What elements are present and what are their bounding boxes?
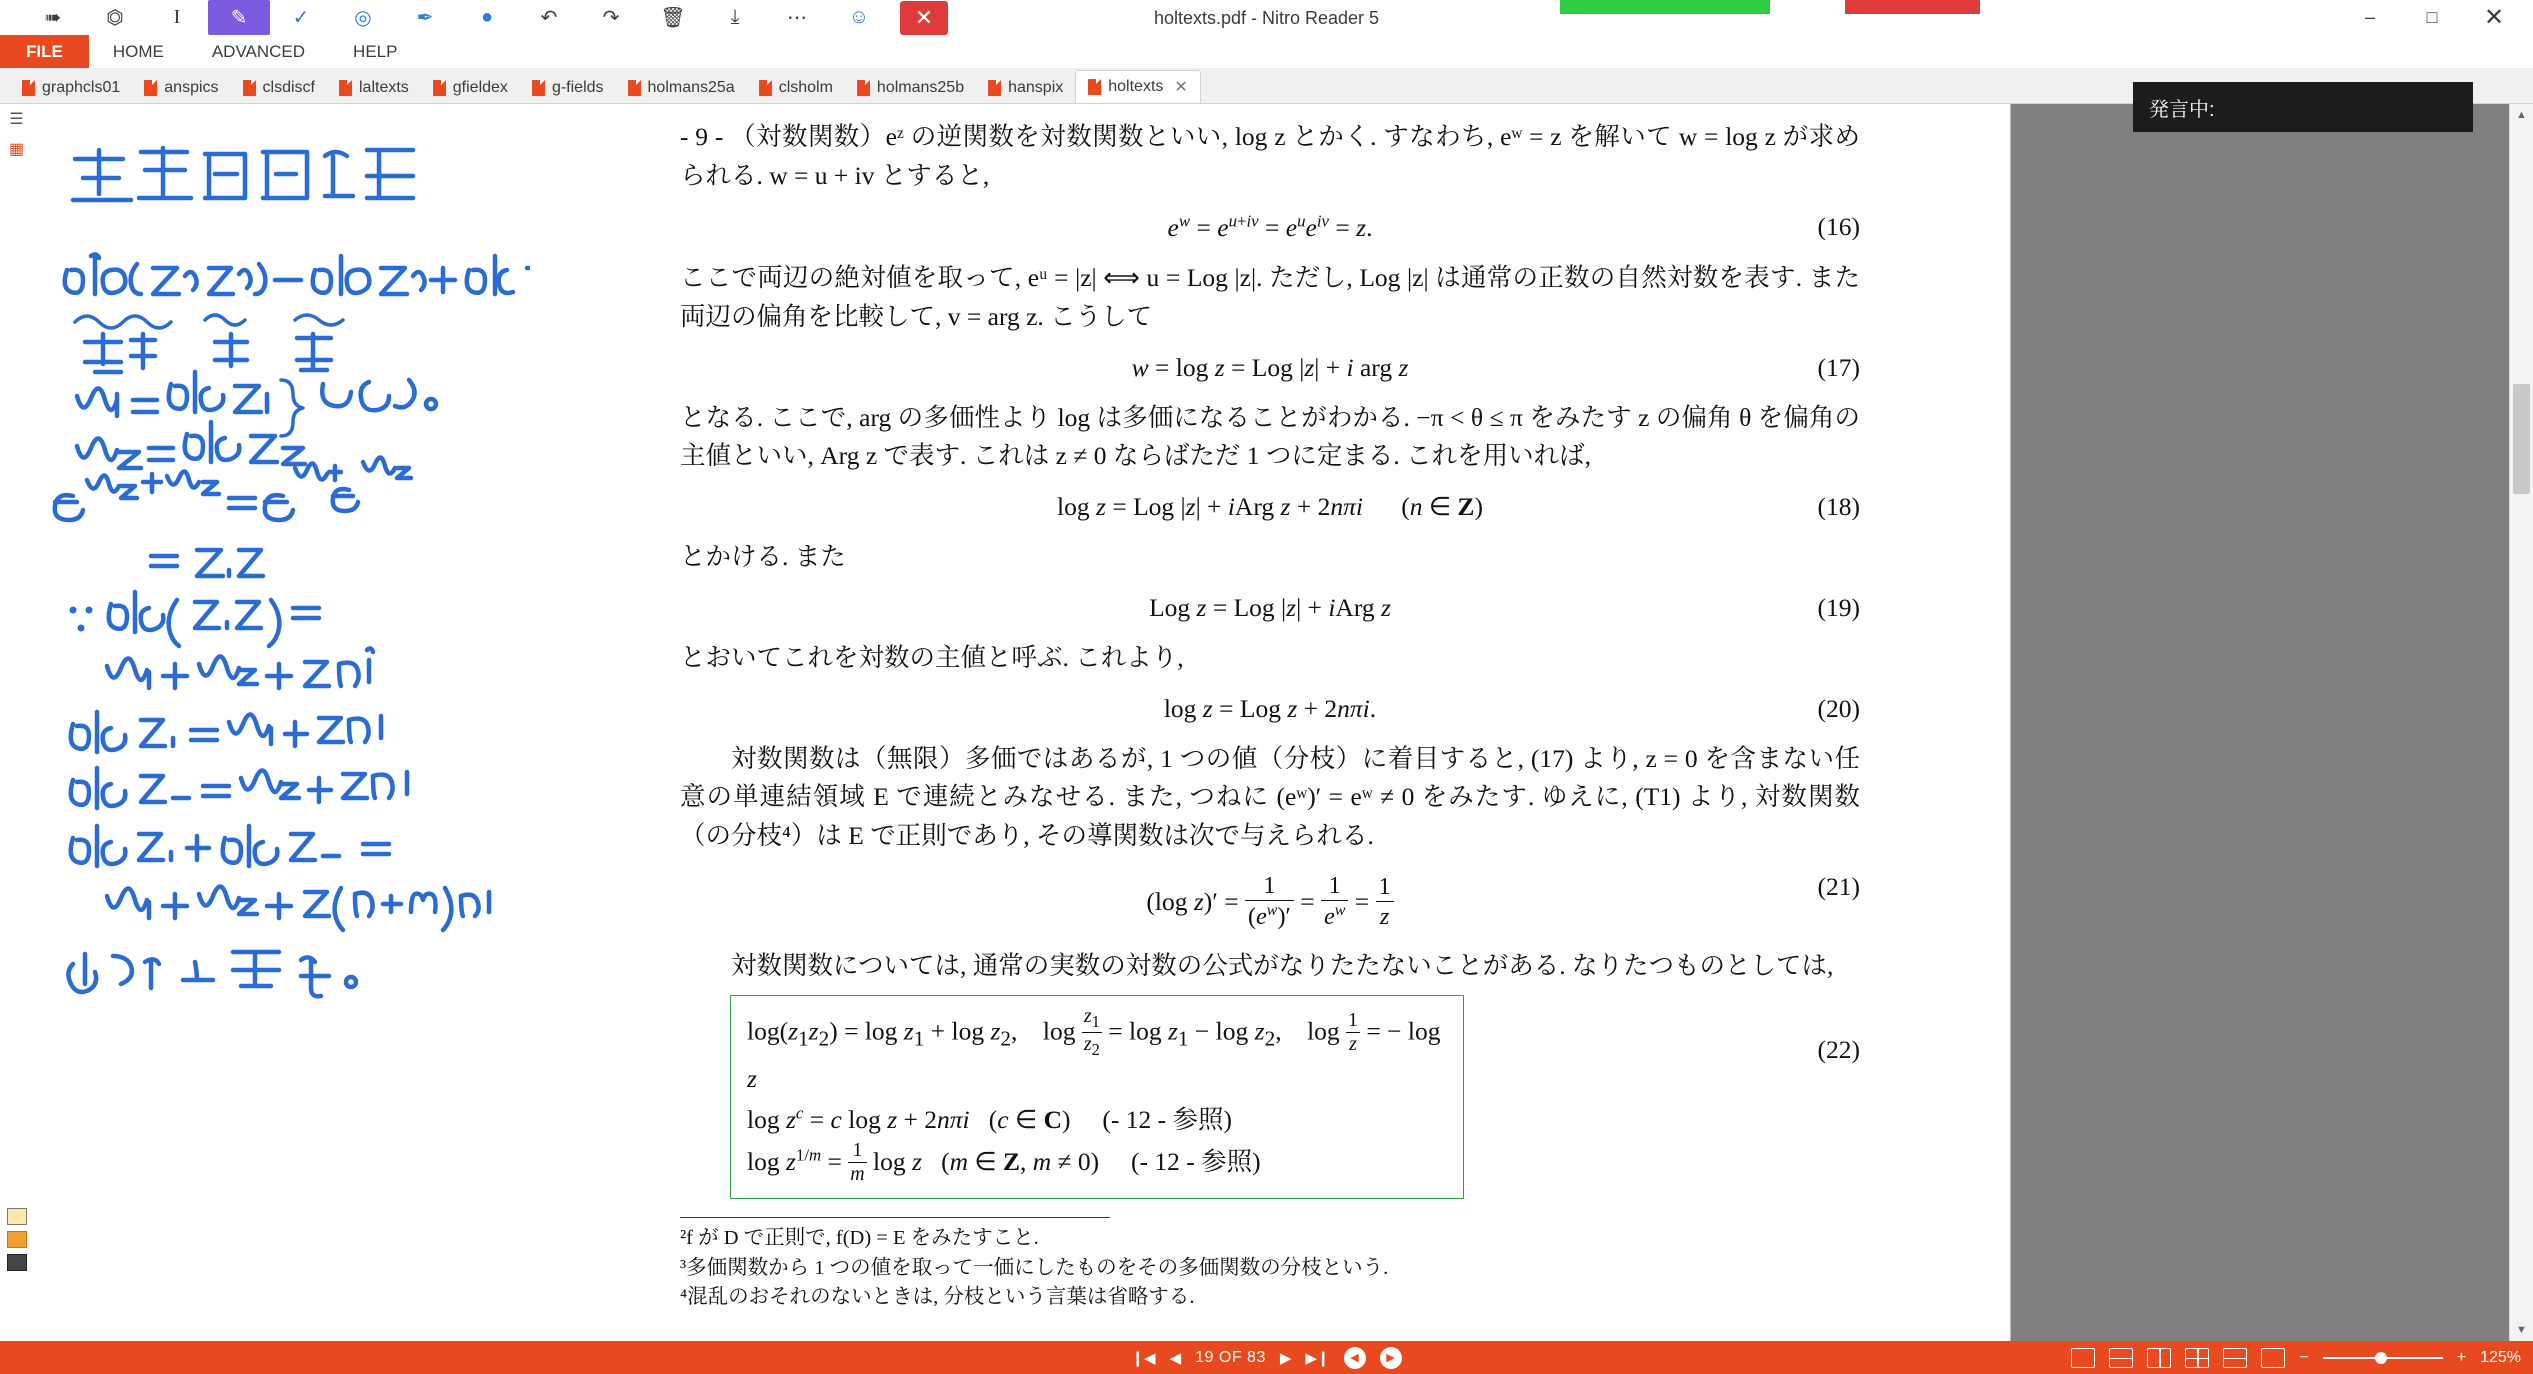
tab-label: graphcls01 <box>42 79 121 96</box>
page-indicator[interactable]: 19 OF 83 <box>1195 1348 1266 1366</box>
paragraph-7: 対数関数については, 通常の実数の対数の公式がなりたたないことがある. なりたつものとしては, <box>731 950 1834 980</box>
text-cursor-icon[interactable]: I <box>173 6 181 28</box>
tab-g-fields[interactable] <box>520 73 616 103</box>
last-page-button[interactable]: ▶❙ <box>1305 1349 1330 1367</box>
tab-label: g-fields <box>551 79 604 96</box>
pdf-file-icon <box>1088 79 1101 95</box>
menu-file[interactable]: FILE <box>0 35 89 68</box>
tab-graphcls01[interactable] <box>10 73 132 103</box>
continuous-icon[interactable] <box>2109 1348 2133 1368</box>
delete-icon[interactable]: 🗑 <box>660 7 686 29</box>
tab-close-icon[interactable]: ✕ <box>1174 78 1188 96</box>
pan-hand-icon[interactable]: ⏣ <box>106 7 124 29</box>
rail-bottom-group <box>0 1202 33 1277</box>
pdf-file-icon <box>628 80 641 96</box>
minimize-button[interactable]: – <box>2364 7 2375 27</box>
pdf-file-icon <box>988 80 1001 96</box>
equation-21-body: (log z)′ = $\frac{1}{(e^w)'}$ = $\frac{1}{e^w}$ = $\frac{1}{z}$ <box>1146 887 1393 916</box>
tab-clsholm[interactable] <box>747 73 845 103</box>
equation-16-number: (16) <box>1817 211 1860 241</box>
pdf-file-icon <box>22 80 35 96</box>
zoom-out-button[interactable]: − <box>2299 1348 2309 1366</box>
equation-19-body: Log z = Log |z| + iArg z <box>1149 592 1391 622</box>
zoom-level-label[interactable]: 125% <box>2480 1348 2521 1366</box>
pdf-file-icon <box>759 80 772 96</box>
tab-anspics[interactable] <box>132 73 230 103</box>
toolbar-close-button[interactable]: ✕ <box>900 1 948 35</box>
zoom-in-button[interactable]: + <box>2456 1348 2467 1366</box>
tab-label: holtexts <box>1108 77 1164 95</box>
bookmarks-panel-icon[interactable]: ▦ <box>8 141 25 158</box>
equation-21 <box>680 872 1860 931</box>
forward-navigation-icon[interactable]: ▶ <box>1380 1347 1402 1369</box>
pen-icon[interactable]: ✎ <box>208 0 270 35</box>
footnote-4: ⁴混乱のおそれのないときは, 分枝という言葉は省略する. <box>680 1286 1195 1309</box>
boxed-line-3: $\log z^{1/m}$ = $\frac{1}{m}$ log z (m ∈ Z, m ≠ 0) (- 12 - 参照) <box>747 1139 1261 1186</box>
speaking-indicator <box>2133 82 2473 132</box>
equation-17-number: (17) <box>1817 352 1860 382</box>
equation-19 <box>680 593 1860 623</box>
stamp-icon[interactable]: ◎ <box>354 7 372 29</box>
window-controls <box>2339 0 2525 35</box>
footnote-rule <box>680 1217 1110 1218</box>
page-header-label: - 9 - <box>680 122 724 151</box>
pdf-file-icon <box>243 80 256 96</box>
footnote-2: ²f が D で正則で, f(D) = E をみたすこと. <box>680 1227 1039 1250</box>
green-status-overlay <box>1560 0 1770 14</box>
two-page-icon[interactable] <box>2147 1348 2171 1368</box>
paragraph-1 <box>680 118 1860 196</box>
paragraph-5: とおいてこれを対数の主値と呼ぶ. これより, <box>680 642 1184 672</box>
tab-label: anspics <box>164 79 219 96</box>
menu-bar <box>0 35 2533 68</box>
ink-strokes <box>33 104 530 1341</box>
more-options-icon[interactable]: ⋯ <box>787 7 807 29</box>
close-button[interactable]: ✕ <box>2483 4 2505 31</box>
footnote-3: ³多価関数から 1 つの値を取って一価にしたものをその多価関数の分枝という. <box>680 1256 1389 1279</box>
menu-home[interactable]: HOME <box>112 41 164 61</box>
grid-icon[interactable] <box>2185 1348 2209 1368</box>
note-color-dark-icon[interactable] <box>7 1254 27 1271</box>
redo-icon[interactable]: ↷ <box>602 7 620 29</box>
paragraph-2: ここで両辺の絶対値を取って, eᵘ = |z| ⟺ u = Log |z|. ただし, Log |z| は通常の正数の自然対数を表す. また両辺の偏角を比較して, v = arg z. こうして <box>680 263 1860 331</box>
tab-laltexts[interactable] <box>327 73 421 103</box>
back-navigation-icon[interactable]: ◀ <box>1344 1347 1366 1369</box>
paragraph-3: となる. ここで, arg の多価性より log は多価になることがわかる. −π < θ ≤ π をみたす z の偏角 θ を偏角の主値といい, Arg z で表す. これは z ≠ 0 ならばただ 1 つに定まる. これを用いれば, <box>680 402 1860 471</box>
tab-label: hanspix <box>1008 79 1064 96</box>
maximize-button[interactable]: □ <box>2426 7 2438 27</box>
scroll-down-icon[interactable]: ▼ <box>2516 1324 2527 1336</box>
equation-17 <box>680 353 1860 383</box>
pdf-file-icon <box>433 80 446 96</box>
equation-18-number: (18) <box>1817 492 1860 521</box>
tab-label: holmans25b <box>876 79 965 96</box>
handwritten-notes-panel[interactable] <box>33 104 530 1341</box>
left-rail <box>0 104 34 1341</box>
boxed-formulas <box>730 995 1464 1199</box>
note-color-yellow-icon[interactable] <box>7 1208 27 1225</box>
select-pointer-icon[interactable]: ➠ <box>44 7 62 29</box>
tab-label: gfieldex <box>452 79 508 96</box>
fit-width-icon[interactable] <box>2223 1348 2247 1368</box>
equation-17-body: w = log z = Log |z| + i arg z <box>1131 352 1409 382</box>
tab-clsdiscf[interactable] <box>231 73 327 103</box>
tab-holtexts[interactable] <box>1075 70 1201 103</box>
pdf-file-icon <box>532 80 545 96</box>
pages-panel-icon[interactable]: ☰ <box>9 111 24 128</box>
window-title: holtexts.pdf - Nitro Reader 5 <box>1153 8 1380 28</box>
tab-label: clsdiscf <box>262 79 315 96</box>
boxed-line-2: $\log z^c = c$ log z + 2nπi (c ∈ C) (- 12 - 参照) <box>747 1103 1232 1134</box>
equation-18-body: log z = Log |z| + iArg z + 2nπi (n ∈ Z) <box>1057 492 1483 521</box>
speaking-label: 発言中: <box>2149 98 2215 121</box>
tab-holmans25a[interactable] <box>616 73 747 103</box>
pdf-viewport[interactable] <box>530 104 2510 1341</box>
pdf-file-icon <box>339 80 352 96</box>
tab-label: holmans25a <box>647 79 735 96</box>
equation-20 <box>680 694 1860 724</box>
equation-22-number: (22) <box>1817 1035 1860 1065</box>
previous-page-button[interactable]: ◀ <box>1169 1349 1182 1367</box>
menu-help[interactable]: HELP <box>353 41 398 61</box>
tab-hanspix[interactable] <box>976 73 1075 103</box>
single-page-icon[interactable] <box>2071 1348 2095 1368</box>
undo-icon[interactable]: ↶ <box>540 7 558 29</box>
fit-page-icon[interactable] <box>2261 1348 2285 1368</box>
account-icon[interactable]: ☺ <box>848 6 870 28</box>
tab-gfieldex[interactable] <box>421 73 520 103</box>
equation-18 <box>680 492 1860 522</box>
scroll-up-icon[interactable]: ▲ <box>2516 109 2527 121</box>
color-swatch-icon[interactable]: ● <box>480 6 494 28</box>
check-icon[interactable]: ✓ <box>292 7 310 29</box>
paragraph-1-text: （対数関数）eᶻ の逆関数を対数関数といい, log z とかく. すなわち, eʷ = z を解いて w = log z が求められる. w = u + iv とすると, <box>680 122 1861 190</box>
pdf-page-content <box>680 118 1860 1313</box>
menu-advanced[interactable]: ADVANCED <box>211 41 306 61</box>
equation-19-number: (19) <box>1817 592 1860 622</box>
next-page-button[interactable]: ▶ <box>1279 1349 1292 1367</box>
zoom-slider[interactable] <box>2323 1357 2443 1359</box>
boxed-line-1: $\log(z_1z_2) = \log z_1 + \log z_2$, log $\frac{z_1}{z_2}$ = $\log z_1 - \log z_2$, log $\frac{1}{z}$ = − log z <box>747 1005 1441 1093</box>
pdf-file-icon <box>857 80 870 96</box>
red-status-overlay <box>1845 0 1980 14</box>
zoom-slider-knob[interactable] <box>2375 1352 2387 1364</box>
tab-holmans25b[interactable] <box>845 73 976 103</box>
pdf-file-icon <box>144 80 157 96</box>
equation-16 <box>680 212 1860 244</box>
tab-label: clsholm <box>778 79 833 96</box>
view-controls <box>2071 1348 2521 1368</box>
note-color-orange-icon[interactable] <box>7 1231 27 1248</box>
status-bar <box>0 1341 2533 1374</box>
annotation-toolbar <box>0 0 2533 36</box>
toolbar-icon-group <box>0 0 948 35</box>
paragraph-6: 対数関数は（無限）多価ではあるが, 1 つの値（分枝）に着目すると, (17) より, z = 0 を含まない任意の単連結領域 E で連続とみなせる. また, つねに (eʷ)′ = eʷ ≠ 0 をみたす. ゆえに, (T1) より, 対数関数（の分枝⁴）は E で正則であり, その導関数は次で与えられる. <box>680 743 1860 850</box>
first-page-button[interactable]: ❙◀ <box>1131 1349 1156 1367</box>
pdf-page <box>530 104 2010 1341</box>
highlight-icon[interactable]: ✒ <box>416 7 434 29</box>
vertical-scrollbar[interactable] <box>2509 104 2533 1341</box>
paragraph-4: とかける. また <box>680 542 846 571</box>
equation-20-body: log z = Log z + 2nπi. <box>1163 693 1377 723</box>
equation-20-number: (20) <box>1817 693 1860 723</box>
equation-16-body: $e^w = e^{u+iv} = e^ue^{iv} = z$. <box>1167 211 1373 242</box>
download-icon[interactable]: ⤓ <box>730 6 740 28</box>
equation-21-number: (21) <box>1817 871 1860 901</box>
scrollbar-thumb[interactable] <box>2513 384 2530 494</box>
tab-label: laltexts <box>358 79 409 96</box>
